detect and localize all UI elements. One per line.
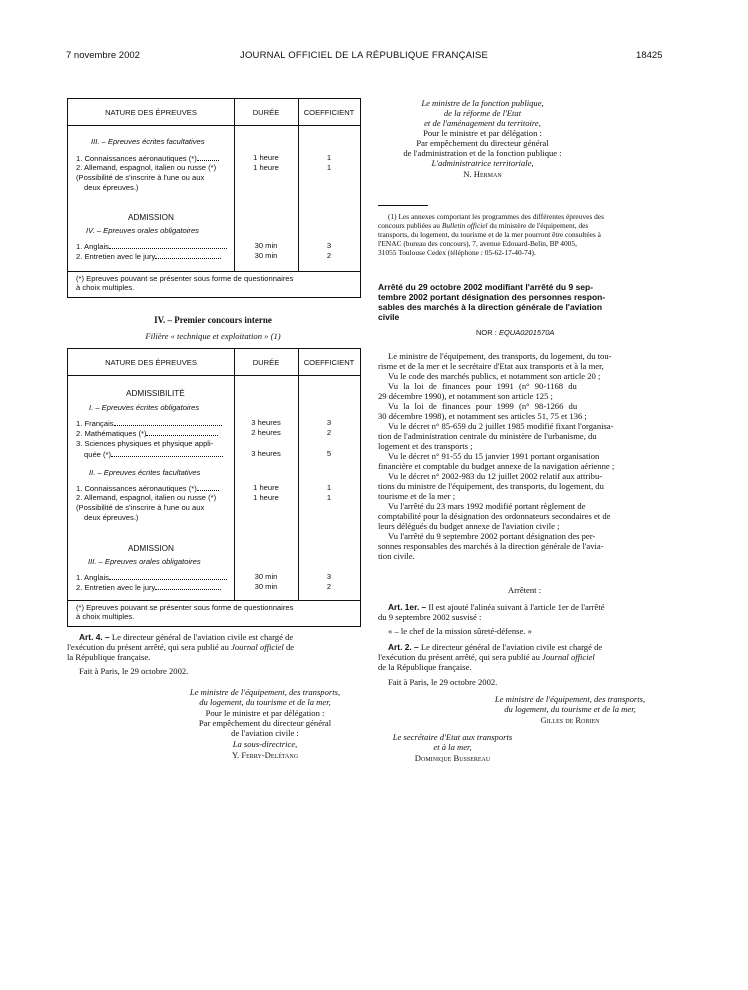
signatory-line: de l'administration et de la fonction publique : [403,148,562,158]
signatory-title: du logement, du tourisme et de la mer, [504,704,636,714]
table-footnote: à choix multiples. [76,612,135,621]
table-row-coef: 1 [326,163,332,172]
signature-date: Fait à Paris, le 29 octobre 2002. [79,666,189,676]
table-row-duree: 3 heures [251,449,281,458]
concours-title: IV. – Premier concours interne [154,315,272,325]
table-row-label: 1. Connaissances aéronautiques (*) [76,483,219,494]
section-heading: III. – Epreuves écrites facultatives [91,137,205,146]
signatory-title: Le ministre de l'équipement, des transports, [189,687,341,697]
table-row-label: quée (*) [84,449,223,460]
table-row-duree: 30 min [254,582,278,591]
table-footnote: (*) Epreuves pouvant se présenter sous forme de questionnaires [76,603,294,612]
signatory-title: Le ministre de l'équipement, des transports, [494,694,646,704]
admission-heading: ADMISSION [128,213,174,222]
header-date: 7 novembre 2002 [66,50,140,61]
signatory-title: du logement, du tourisme et de la mer, [199,697,331,707]
section-heading: III. – Epreuves orales obligatoires [88,557,201,566]
table-row-duree: 30 min [254,572,278,581]
table-row-coef: 1 [326,483,332,492]
article-2: Art. 2. – Le directeur général de l'aviation civile est chargé de l'exécution du présent arrêté, qui sera publié au Journal officiel de la République française. [378,642,603,672]
table-row-label: 2. Entretien avec le jury [76,251,221,262]
table-row-label: 2. Allemand, espagnol, italien ou russe (*) [76,163,217,172]
signatory-title: Le secrétaire d'Etat aux transports [392,732,513,742]
table-row-duree: 30 min [254,251,278,260]
epreuves-table-1 [67,98,361,298]
epreuves-table-2 [67,348,361,627]
signatory-title: de la réforme de l'Etat [443,108,522,118]
table-row-label: deux épreuves.) [84,513,139,522]
table-row-duree: 1 heure [253,483,279,492]
table-row-duree: 2 heures [251,428,281,437]
table-row-label: 1. Français [76,418,222,429]
header-coefficient: COEFFICIENT [303,358,355,367]
signatory-name: Gilles de Robien [540,715,600,725]
signatory-line: Pour le ministre et par délégation : [205,708,325,718]
footnote-separator [378,205,428,206]
arrete-title: Arrêté du 29 octobre 2002 modifiant l'arrêté du 9 sep- tembre 2002 portant désignation des personnes respon- sables des marchés à la direction générale de l'aviation civile [378,282,606,322]
article-1: Art. 1er. – Il est ajouté l'alinéa suivant à l'article 1er de l'arrêté du 9 septembre 2002 susvisé : [378,602,605,622]
journal-title: JOURNAL OFFICIEL DE LA RÉPUBLIQUE FRANÇAISE [240,50,489,61]
table-row-label: 1. Anglais [76,572,227,583]
table-row-label: 2. Entretien avec le jury [76,582,221,593]
header-coefficient: COEFFICIENT [303,108,355,117]
signatory-title: Le ministre de la fonction publique, [421,98,544,108]
section-heading: IV. – Epreuves orales obligatoires [86,226,199,235]
signatory-title: et de l'aménagement du territoire, [424,118,541,128]
signatory-line: Par empêchement du directeur général [198,718,332,728]
section-heading: I. – Epreuves écrites obligatoires [89,403,200,412]
table-row-coef: 1 [326,153,332,162]
table-row-duree: 1 heure [253,163,279,172]
header-nature: NATURE DES ÉPREUVES [105,108,197,117]
table-row-label: (Possibilité de s'inscrire à l'une ou aux [76,173,205,182]
table-row-coef: 2 [326,428,332,437]
table-row-label: 2. Allemand, espagnol, italien ou russe (*) [76,493,217,502]
signatory-title: et à la mer, [433,742,472,752]
header-duree: DURÉE [252,108,280,117]
table-footnote: à choix multiples. [76,283,135,292]
admission-heading: ADMISSION [128,544,174,553]
arrete-body: Le ministre de l'équipement, des transports, du logement, du tou- risme et de la mer et le secrétaire d'Etat aux transports et à la mer, Vu le code des marchés publics, et notamment son article 20 ; Vu la loi de finances pour 1991 (n° 90-1168 du 29 décembre 1990), et notamment son article 125 ; Vu la loi de finances pour 1999 (n° 98-1266 du 30 décembre 1998), et notamment ses articles 51, 75 et 136 ; Vu le décret n° 85-659 du 2 juillet 1985 modifié fixant l'organisa- tion de l'administration centrale du ministère de l'urbanisme, du logement et des transports ; Vu le décret n° 91-55 du 15 janvier 1991 portant organisation financière et comptable du budget annexe de la navigation aérienne ; Vu le décret n° 2002-983 du 12 juillet 2002 relatif aux attribu- tions du ministre de l'équipement, des transports, du logement, du tourisme et de la mer ; Vu l'arrêté du 23 mars 1992 modifié portant règlement de comptabilité pour la désignation des ordonnateurs secondaires et de leurs délégués du budget annexe de l'aviation civile ; Vu l'arrêté du 9 septembre 2002 portant désignation des per- sonnes responsables des marchés à la direction générale de l'avia- tion civile. [378,351,615,561]
page-number: 18425 [636,50,663,61]
arretent-heading: Arrêtent : [507,585,542,595]
nor-reference: NOR : EQUA0201570A [476,328,555,337]
table-footnote: (*) Epreuves pouvant se présenter sous forme de questionnaires [76,274,294,283]
table-row-label: 1. Connaissances aéronautiques (*) [76,153,219,164]
table-row-coef: 2 [326,582,332,591]
table-row-label: 3. Sciences physiques et physique appli- [76,439,214,448]
signatory-line: Pour le ministre et par délégation : [423,128,542,138]
table-row-duree: 30 min [254,241,278,250]
table-row-duree: 1 heure [253,153,279,162]
header-duree: DURÉE [252,358,280,367]
table-row-coef: 3 [326,418,332,427]
signature-date: Fait à Paris, le 29 octobre 2002. [388,677,498,687]
signatory-line: de l'aviation civile : [231,728,299,738]
table-row-duree: 1 heure [253,493,279,502]
table-row-label: deux épreuves.) [84,183,139,192]
article-1-quote: « – le chef de la mission sûreté-défense. » [388,626,532,636]
table-row-duree: 3 heures [251,418,281,427]
table-row-coef: 3 [326,572,332,581]
table-row-label: 2. Mathématiques (*) [76,428,218,439]
article-4: Art. 4. – Le directeur général de l'aviation civile est chargé de l'exécution du présent arrêté, qui sera publié au Journal officiel de la République française. [67,632,295,662]
header-nature: NATURE DES ÉPREUVES [105,358,197,367]
table-row-coef: 3 [326,241,332,250]
concours-subtitle: Filière « technique et exploitation » (1) [145,331,281,341]
admissibilite-heading: ADMISSIBILITÉ [126,389,185,398]
table-row-label: (Possibilité de s'inscrire à l'une ou aux [76,503,205,512]
table-row-coef: 5 [326,449,332,458]
signatory-name: Dominique Bussereau [414,753,491,763]
signatory-title: La sous-directrice, [232,739,298,749]
signatory-title: L'administratrice territoriale, [431,158,534,168]
table-row-coef: 2 [326,251,332,260]
footnote-annexes: (1) Les annexes comportant les programmes des différentes épreuves des concours publiées au Bulletin officiel du ministère de l'équipement, des transports, du logement, du tourisme et de la mer pourront être consultées à l'ENAC (bureau des concours), 7, avenue Edouard-Belin, BP 4005, 31055 Toulouse Cedex (téléphone : 05-62-17-40-74). [378,212,604,257]
signatory-line: Par empêchement du directeur général [416,138,549,148]
table-row-coef: 1 [326,493,332,502]
table-row-label: 1. Anglais [76,241,227,252]
signatory-name: N. Herman [463,169,502,179]
signatory-name: Y. Ferry-Delétang [231,750,299,760]
section-heading: II. – Epreuves écrites facultatives [89,468,201,477]
